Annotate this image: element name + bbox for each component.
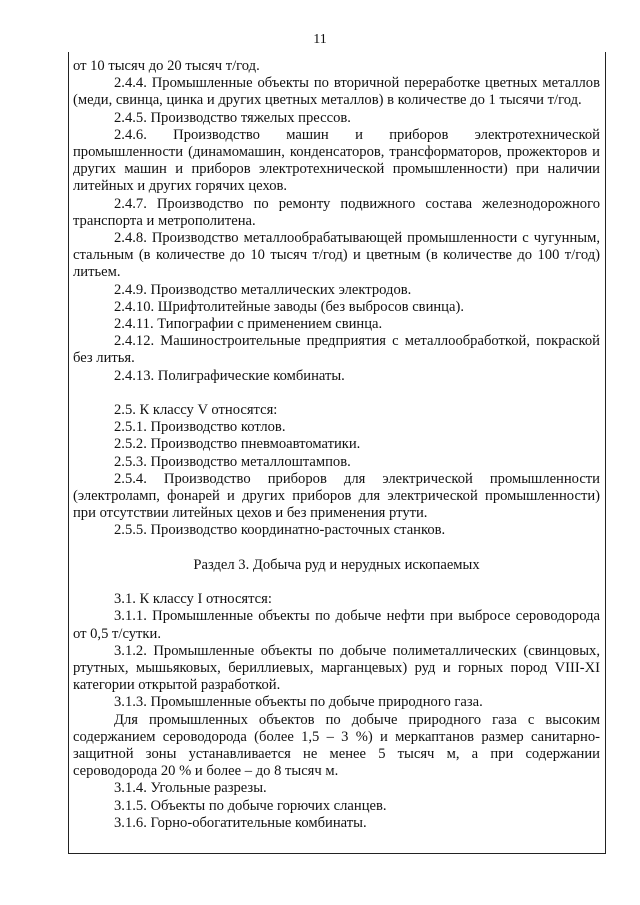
paragraph: 2.5.2. Производство пневмоавтоматики. [114, 436, 361, 453]
paragraph: 3.1.4. Угольные разрезы. [114, 780, 267, 797]
paragraph: 2.5. К классу V относятся: [114, 402, 278, 419]
paragraph: 2.5.1. Производство котлов. [114, 419, 286, 436]
paragraph: от 10 тысяч до 20 тысяч т/год. [73, 58, 260, 74]
paragraph: 2.4.5. Производство тяжелых прессов. [114, 109, 351, 126]
section-heading: Раздел 3. Добыча руд и нерудных ископаемых [193, 556, 480, 573]
paragraph: 2.5.3. Производство металлоштампов. [114, 453, 351, 470]
document-body [73, 58, 600, 832]
paragraph: 3.1.2. Промышленные объекты по добыче полиметаллических (свинцовых, ртутных, мышьяковых, бериллиевых, марганцевых) руд и горных пород VIII-XI категории открытой разработкой. [73, 642, 600, 694]
paragraph: 2.4.13. Полиграфические комбинаты. [114, 367, 345, 384]
paragraph: 3.1. К классу I относятся: [114, 591, 272, 608]
paragraph: 2.4.6. Производство машин и приборов электротехнической промышленности (динамомашин, конденсаторов, трансформаторов, прожекторов и других машин и приборов электротехнической промышленности) при наличии литейных и других горячих цехов. [73, 126, 600, 195]
paragraph: 3.1.5. Объекты по добыче горючих сланцев. [114, 797, 387, 814]
paragraph: 2.4.9. Производство металлических электродов. [114, 281, 412, 298]
paragraph: 3.1.6. Горно-обогатительные комбинаты. [114, 814, 367, 831]
paragraph: 2.5.5. Производство координатно-расточных станков. [114, 522, 446, 539]
paragraph: 2.5.4. Производство приборов для электрической промышленности (электроламп, фонарей и других приборов для электрической промышленности) при отсутствии литейных цехов и без применения ртути. [73, 470, 600, 522]
blank-line [73, 574, 600, 591]
paragraph: 2.4.10. Шрифтолитейные заводы (без выбросов свинца). [114, 298, 464, 315]
blank-line [73, 385, 600, 402]
page-number: 11 [313, 32, 327, 47]
paragraph: 2.4.7. Производство по ремонту подвижного состава железнодорожного транспорта и метрополитена. [73, 195, 600, 229]
paragraph: 3.1.3. Промышленные объекты по добыче природного газа. [114, 694, 483, 711]
paragraph: Для промышленных объектов по добыче природного газа с высоким содержанием сероводорода (более 1,5 – 3 %) и меркаптанов размер санитарно-защитной зоны устанавливается не менее 5 тысяч м, а при содержании сероводорода 20 % и более – до 8 тысяч м. [73, 711, 600, 780]
paragraph: 2.4.11. Типографии с применением свинца. [114, 316, 383, 333]
paragraph: 2.4.8. Производство металлообрабатывающей промышленности с чугунным, стальным (в количестве до 10 тысяч т/год) и цветным (в количестве до 100 т/год) литьем. [73, 230, 600, 281]
blank-line [73, 540, 600, 557]
paragraph: 2.4.4. Промышленные объекты по вторичной переработке цветных металлов (меди, свинца, цинка и других цветных металлов) в количестве до 1 тысячи т/год. [73, 75, 600, 109]
paragraph: 2.4.12. Машиностроительные предприятия с металлообработкой, покраской без литья. [73, 333, 600, 367]
paragraph: 3.1.1. Промышленные объекты по добыче нефти при выбросе сероводорода от 0,5 т/сутки. [73, 608, 600, 642]
